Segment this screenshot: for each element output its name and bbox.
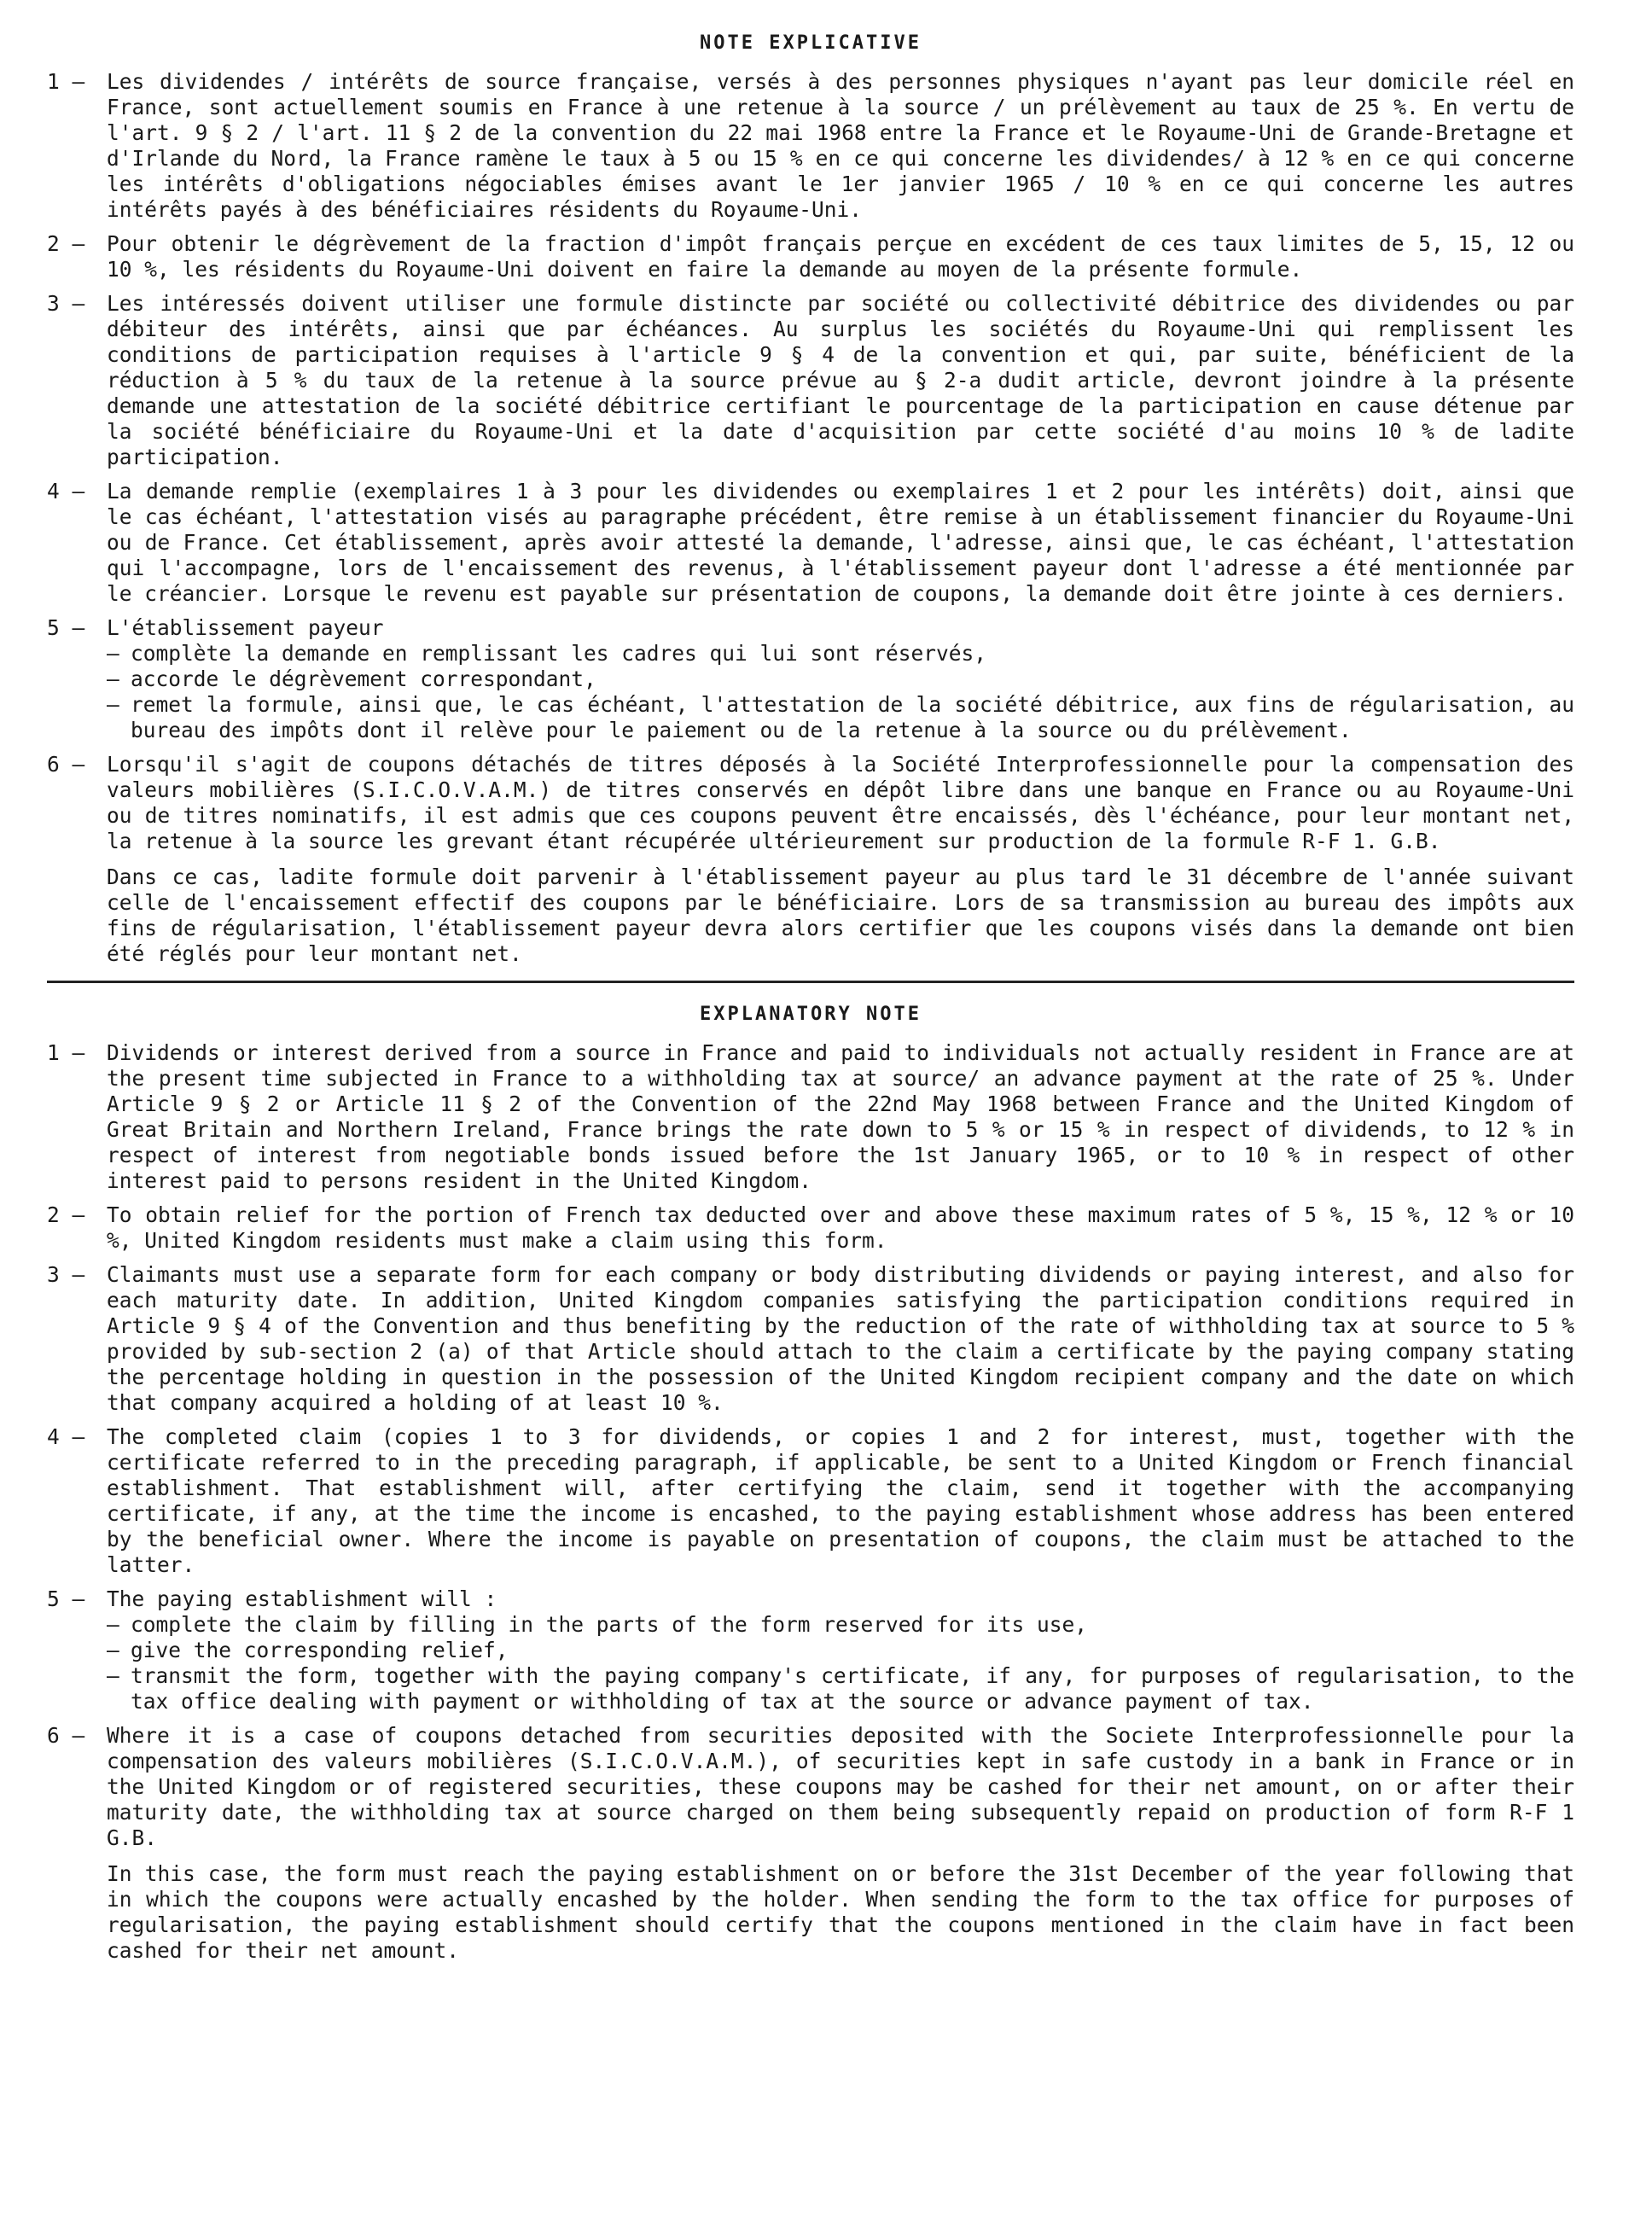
item-text: Where it is a case of coupons detached from securities deposited with the Societe Interprofessionnelle pour la compensation des valeurs mobilières (S.I.C.O.V.A.M.), of securities kept in safe custody in a bank in France or in the United Kingdom or of registered securities, these coupons may be cashed for their net amount, on or after their maturity date, the withholding tax at source charged on them being subsequently repaid on production of form R-F 1 G.B.	[107, 1723, 1574, 1850]
item-text: Pour obtenir le dégrèvement de la fraction d'impôt français perçue en excédent de ces taux limites de 5, 15, 12 ou 10 %, les résidents du Royaume-Uni doivent en faire la demande au moyen de la présente formule.	[107, 231, 1574, 282]
list-item	[47, 1424, 1574, 1578]
section-divider	[47, 981, 1574, 983]
list-item	[47, 1586, 1574, 1714]
item-number: 1 –	[47, 1040, 85, 1065]
english-note-section	[47, 1004, 1574, 1964]
bullet-item: – complete the claim by filling in the parts of the form reserved for its use,	[107, 1612, 1574, 1638]
item-number: 2 –	[47, 231, 85, 256]
french-note-section	[47, 32, 1574, 967]
bullet-item: – remet la formule, ainsi que, le cas échéant, l'attestation de la société débitrice, aux fins de régularisation, au bureau des impôts dont il relève pour le paiement ou de la retenue à la source ou du prélèvement.	[107, 692, 1574, 743]
list-item	[47, 291, 1574, 470]
list-item	[47, 615, 1574, 743]
item-text-continued: Dans ce cas, ladite formule doit parvenir à l'établissement payeur au plus tard le 31 décembre de l'année suivant celle de l'encaissement effectif des coupons par le bénéficiaire. Lors de sa transmission au bureau des impôts aux fins de régularisation, l'établissement payeur devra alors certifier que les coupons visés dans la demande ont bien été réglés pour leur montant net.	[107, 864, 1574, 966]
document-page	[47, 24, 1574, 1972]
item-number: 4 –	[47, 1424, 85, 1449]
item-number: 6 –	[47, 752, 85, 777]
bullet-list	[107, 641, 1574, 743]
english-heading: EXPLANATORY NOTE	[700, 1004, 922, 1025]
item-number: 4 –	[47, 479, 85, 504]
item-text: L'établissement payeur	[107, 615, 384, 640]
bullet-list	[107, 1612, 1574, 1714]
item-number: 2 –	[47, 1202, 85, 1227]
item-text: The paying establishment will :	[107, 1586, 497, 1611]
list-item	[47, 1040, 1574, 1194]
item-number: 3 –	[47, 291, 85, 316]
bullet-item: – give the corresponding relief,	[107, 1638, 1574, 1663]
item-number: 5 –	[47, 615, 85, 640]
bullet-item: – complète la demande en remplissant les cadres qui lui sont réservés,	[107, 641, 1574, 667]
french-heading: NOTE EXPLICATIVE	[700, 32, 922, 54]
item-number: 6 –	[47, 1723, 85, 1748]
item-text: Claimants must use a separate form for each company or body distributing dividends or paying interest, and also for each maturity date. In addition, United Kingdom companies satisfying the participation conditions required in Article 9 § 4 of the Convention and thus benefiting by the reduction of the rate of withholding tax at source to 5 % provided by sub-section 2 (a) of that Article should attach to the claim a certificate by the paying company stating the percentage holding in question in the possession of the United Kingdom recipient company and the date on which that company acquired a holding of at least 10 %.	[107, 1262, 1574, 1415]
list-item	[47, 1262, 1574, 1416]
item-number: 1 –	[47, 69, 85, 94]
list-item	[47, 69, 1574, 223]
bullet-item: – accorde le dégrèvement correspondant,	[107, 667, 1574, 692]
item-text: The completed claim (copies 1 to 3 for dividends, or copies 1 and 2 for interest, must, together with the certificate referred to in the preceding paragraph, if applicable, be sent to a United Kingdom or French financial establishment. That establishment will, after certifying the claim, send it together with the accompanying certificate, if any, at the time the income is encashed, to the paying establishment whose address has been entered by the beneficial owner. Where the income is payable on presentation of coupons, the claim must be attached to the latter.	[107, 1424, 1574, 1577]
item-text: Lorsqu'il s'agit de coupons détachés de titres déposés à la Société Interprofessionnelle pour la compensation des valeurs mobilières (S.I.C.O.V.A.M.) de titres conservés en dépôt libre dans une banque en France ou au Royaume-Uni ou de titres nominatifs, il est admis que ces coupons peuvent être encaissés, dès l'échéance, pour leur montant net, la retenue à la source les grevant étant récupérée ultérieurement sur production de la formule R-F 1. G.B.	[107, 752, 1574, 853]
item-number: 3 –	[47, 1262, 85, 1287]
item-text-continued: In this case, the form must reach the paying establishment on or before the 31st December of the year following that in which the coupons were actually encashed by the holder. When sending the form to the tax office for purposes of regularisation, the paying establishment should certify that the coupons mentioned in the claim have in fact been cashed for their net amount.	[107, 1861, 1574, 1963]
item-text: Dividends or interest derived from a source in France and paid to individuals not actually resident in France are at the present time subjected in France to a withholding tax at source/ an advance payment at the rate of 25 %. Under Article 9 § 2 or Article 11 § 2 of the Convention of the 22nd May 1968 between France and the United Kingdom of Great Britain and Northern Ireland, France brings the rate down to 5 % or 15 % in respect of dividends, to 12 % in respect of interest from negotiable bonds issued before the 1st January 1965, or to 10 % in respect of other interest paid to persons resident in the United Kingdom.	[107, 1040, 1574, 1193]
bullet-item: – transmit the form, together with the paying company's certificate, if any, for purposes of regularisation, to the tax office dealing with payment or withholding of tax at the source or advance payment of tax.	[107, 1663, 1574, 1714]
list-item	[47, 752, 1574, 967]
list-item	[47, 231, 1574, 282]
list-item	[47, 1202, 1574, 1254]
list-item	[47, 1723, 1574, 1964]
item-text: La demande remplie (exemplaires 1 à 3 pour les dividendes ou exemplaires 1 et 2 pour les intérêts) doit, ainsi que le cas échéant, l'attestation visés au paragraphe précédent, être remise à un établissement financier du Royaume-Uni ou de France. Cet établissement, après avoir attesté la demande, l'adresse, ainsi que, le cas échéant, l'attestation qui l'accompagne, lors de l'encaissement des revenus, à l'établissement payeur dont l'adresse a été mentionnée par le créancier. Lorsque le revenu est payable sur présentation de coupons, la demande doit être jointe à ces derniers.	[107, 479, 1574, 606]
item-number: 5 –	[47, 1586, 85, 1611]
item-text: Les dividendes / intérêts de source française, versés à des personnes physiques n'ayant pas leur domicile réel en France, sont actuellement soumis en France à une retenue à la source / un prélèvement au taux de 25 %. En vertu de l'art. 9 § 2 / l'art. 11 § 2 de la convention du 22 mai 1968 entre la France et le Royaume-Uni de Grande-Bretagne et d'Irlande du Nord, la France ramène le taux à 5 ou 15 % en ce qui concerne les dividendes/ à 12 % en ce qui concerne les intérêts d'obligations négociables émises avant le 1er janvier 1965 / 10 % en ce qui concerne les autres intérêts payés à des bénéficiaires résidents du Royaume-Uni.	[107, 69, 1574, 222]
item-text: Les intéressés doivent utiliser une formule distincte par société ou collectivité débitrice des dividendes ou par débiteur des intérêts, ainsi que par échéances. Au surplus les sociétés du Royaume-Uni qui remplissent les conditions de participation requises à l'article 9 § 4 de la convention et qui, par suite, bénéficient de la réduction à 5 % du taux de la retenue à la source prévue au § 2-a dudit article, devront joindre à la présente demande une attestation de la société débitrice certifiant le pourcentage de la participation en cause détenue par la société bénéficiaire du Royaume-Uni et la date d'acquisition par cette société d'au moins 10 % de ladite participation.	[107, 291, 1574, 469]
item-text: To obtain relief for the portion of French tax deducted over and above these maximum rates of 5 %, 15 %, 12 % or 10 %, United Kingdom residents must make a claim using this form.	[107, 1202, 1574, 1253]
list-item	[47, 479, 1574, 607]
